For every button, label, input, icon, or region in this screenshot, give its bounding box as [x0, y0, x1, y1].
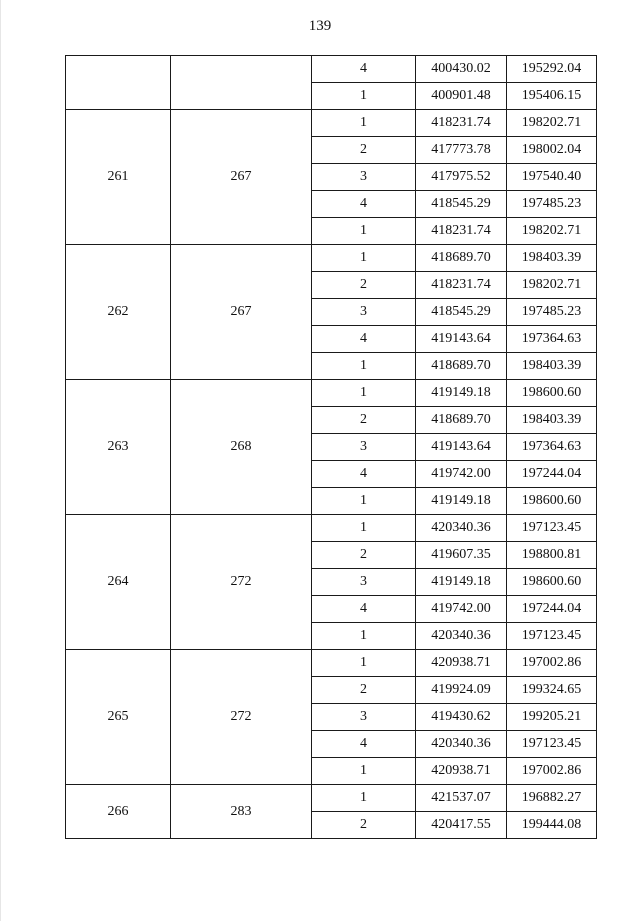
point-number-cell: 4	[312, 56, 416, 83]
y-coordinate-cell: 199205.21	[507, 704, 597, 731]
point-number-cell: 1	[312, 380, 416, 407]
y-coordinate-cell: 195292.04	[507, 56, 597, 83]
x-coordinate-cell: 420938.71	[416, 650, 507, 677]
x-coordinate-cell: 419143.64	[416, 326, 507, 353]
point-number-cell: 3	[312, 299, 416, 326]
point-number-cell: 1	[312, 650, 416, 677]
point-number-cell: 1	[312, 515, 416, 542]
y-coordinate-cell: 197002.86	[507, 758, 597, 785]
x-coordinate-cell: 419149.18	[416, 488, 507, 515]
point-number-cell: 2	[312, 407, 416, 434]
y-coordinate-cell: 198202.71	[507, 110, 597, 137]
x-coordinate-cell: 420340.36	[416, 623, 507, 650]
x-coordinate-cell: 419607.35	[416, 542, 507, 569]
y-coordinate-cell: 199324.65	[507, 677, 597, 704]
point-number-cell: 3	[312, 704, 416, 731]
x-coordinate-cell: 419149.18	[416, 380, 507, 407]
x-coordinate-cell: 420417.55	[416, 812, 507, 839]
x-coordinate-cell: 400901.48	[416, 83, 507, 110]
x-coordinate-cell: 418689.70	[416, 353, 507, 380]
point-number-cell: 2	[312, 272, 416, 299]
y-coordinate-cell: 197540.40	[507, 164, 597, 191]
point-number-cell: 3	[312, 434, 416, 461]
parcel-number-cell	[66, 56, 171, 110]
y-coordinate-cell: 195406.15	[507, 83, 597, 110]
y-coordinate-cell: 197123.45	[507, 731, 597, 758]
x-coordinate-cell: 417975.52	[416, 164, 507, 191]
point-number-cell: 4	[312, 191, 416, 218]
parcel-number-cell: 265	[66, 650, 171, 785]
x-coordinate-cell: 418689.70	[416, 407, 507, 434]
point-number-cell: 1	[312, 785, 416, 812]
point-number-cell: 1	[312, 218, 416, 245]
quarter-number-cell: 267	[171, 110, 312, 245]
x-coordinate-cell: 418231.74	[416, 272, 507, 299]
table-row	[66, 56, 597, 83]
y-coordinate-cell: 198600.60	[507, 569, 597, 596]
x-coordinate-cell: 400430.02	[416, 56, 507, 83]
point-number-cell: 1	[312, 758, 416, 785]
point-number-cell: 2	[312, 542, 416, 569]
point-number-cell: 3	[312, 569, 416, 596]
x-coordinate-cell: 418231.74	[416, 110, 507, 137]
quarter-number-cell: 272	[171, 515, 312, 650]
y-coordinate-cell: 197244.04	[507, 596, 597, 623]
y-coordinate-cell: 196882.27	[507, 785, 597, 812]
y-coordinate-cell: 197485.23	[507, 191, 597, 218]
point-number-cell: 4	[312, 461, 416, 488]
scan-edge	[0, 0, 1, 921]
y-coordinate-cell: 197244.04	[507, 461, 597, 488]
y-coordinate-cell: 198002.04	[507, 137, 597, 164]
x-coordinate-cell: 418689.70	[416, 245, 507, 272]
quarter-number-cell: 267	[171, 245, 312, 380]
point-number-cell: 4	[312, 731, 416, 758]
table-row	[66, 785, 597, 812]
point-number-cell: 1	[312, 623, 416, 650]
point-number-cell: 1	[312, 353, 416, 380]
y-coordinate-cell: 197002.86	[507, 650, 597, 677]
y-coordinate-cell: 198202.71	[507, 272, 597, 299]
quarter-number-cell: 268	[171, 380, 312, 515]
x-coordinate-cell: 419149.18	[416, 569, 507, 596]
point-number-cell: 3	[312, 164, 416, 191]
point-number-cell: 1	[312, 488, 416, 515]
point-number-cell: 2	[312, 812, 416, 839]
y-coordinate-cell: 197364.63	[507, 434, 597, 461]
point-number-cell: 1	[312, 245, 416, 272]
x-coordinate-cell: 419924.09	[416, 677, 507, 704]
x-coordinate-cell: 419143.64	[416, 434, 507, 461]
x-coordinate-cell: 419742.00	[416, 596, 507, 623]
y-coordinate-cell: 197364.63	[507, 326, 597, 353]
x-coordinate-cell: 418545.29	[416, 299, 507, 326]
y-coordinate-cell: 197123.45	[507, 515, 597, 542]
parcel-number-cell: 261	[66, 110, 171, 245]
y-coordinate-cell: 199444.08	[507, 812, 597, 839]
x-coordinate-cell: 418231.74	[416, 218, 507, 245]
y-coordinate-cell: 198403.39	[507, 407, 597, 434]
x-coordinate-cell: 421537.07	[416, 785, 507, 812]
coordinates-table-body	[66, 56, 597, 839]
page-number: 139	[308, 18, 332, 34]
point-number-cell: 2	[312, 677, 416, 704]
table-row	[66, 515, 597, 542]
parcel-number-cell: 262	[66, 245, 171, 380]
y-coordinate-cell: 198600.60	[507, 380, 597, 407]
table-row	[66, 110, 597, 137]
x-coordinate-cell: 418545.29	[416, 191, 507, 218]
x-coordinate-cell: 419742.00	[416, 461, 507, 488]
coordinates-table	[65, 55, 597, 839]
y-coordinate-cell: 198202.71	[507, 218, 597, 245]
point-number-cell: 2	[312, 137, 416, 164]
table-row	[66, 650, 597, 677]
y-coordinate-cell: 198403.39	[507, 353, 597, 380]
y-coordinate-cell: 198800.81	[507, 542, 597, 569]
x-coordinate-cell: 417773.78	[416, 137, 507, 164]
point-number-cell: 1	[312, 110, 416, 137]
point-number-cell: 4	[312, 596, 416, 623]
parcel-number-cell: 266	[66, 785, 171, 839]
point-number-cell: 4	[312, 326, 416, 353]
x-coordinate-cell: 420938.71	[416, 758, 507, 785]
y-coordinate-cell: 197485.23	[507, 299, 597, 326]
parcel-number-cell: 263	[66, 380, 171, 515]
x-coordinate-cell: 419430.62	[416, 704, 507, 731]
quarter-number-cell: 283	[171, 785, 312, 839]
y-coordinate-cell: 198600.60	[507, 488, 597, 515]
table-row	[66, 245, 597, 272]
point-number-cell: 1	[312, 83, 416, 110]
y-coordinate-cell: 198403.39	[507, 245, 597, 272]
x-coordinate-cell: 420340.36	[416, 515, 507, 542]
x-coordinate-cell: 420340.36	[416, 731, 507, 758]
y-coordinate-cell: 197123.45	[507, 623, 597, 650]
quarter-number-cell	[171, 56, 312, 110]
quarter-number-cell: 272	[171, 650, 312, 785]
parcel-number-cell: 264	[66, 515, 171, 650]
table-row	[66, 380, 597, 407]
